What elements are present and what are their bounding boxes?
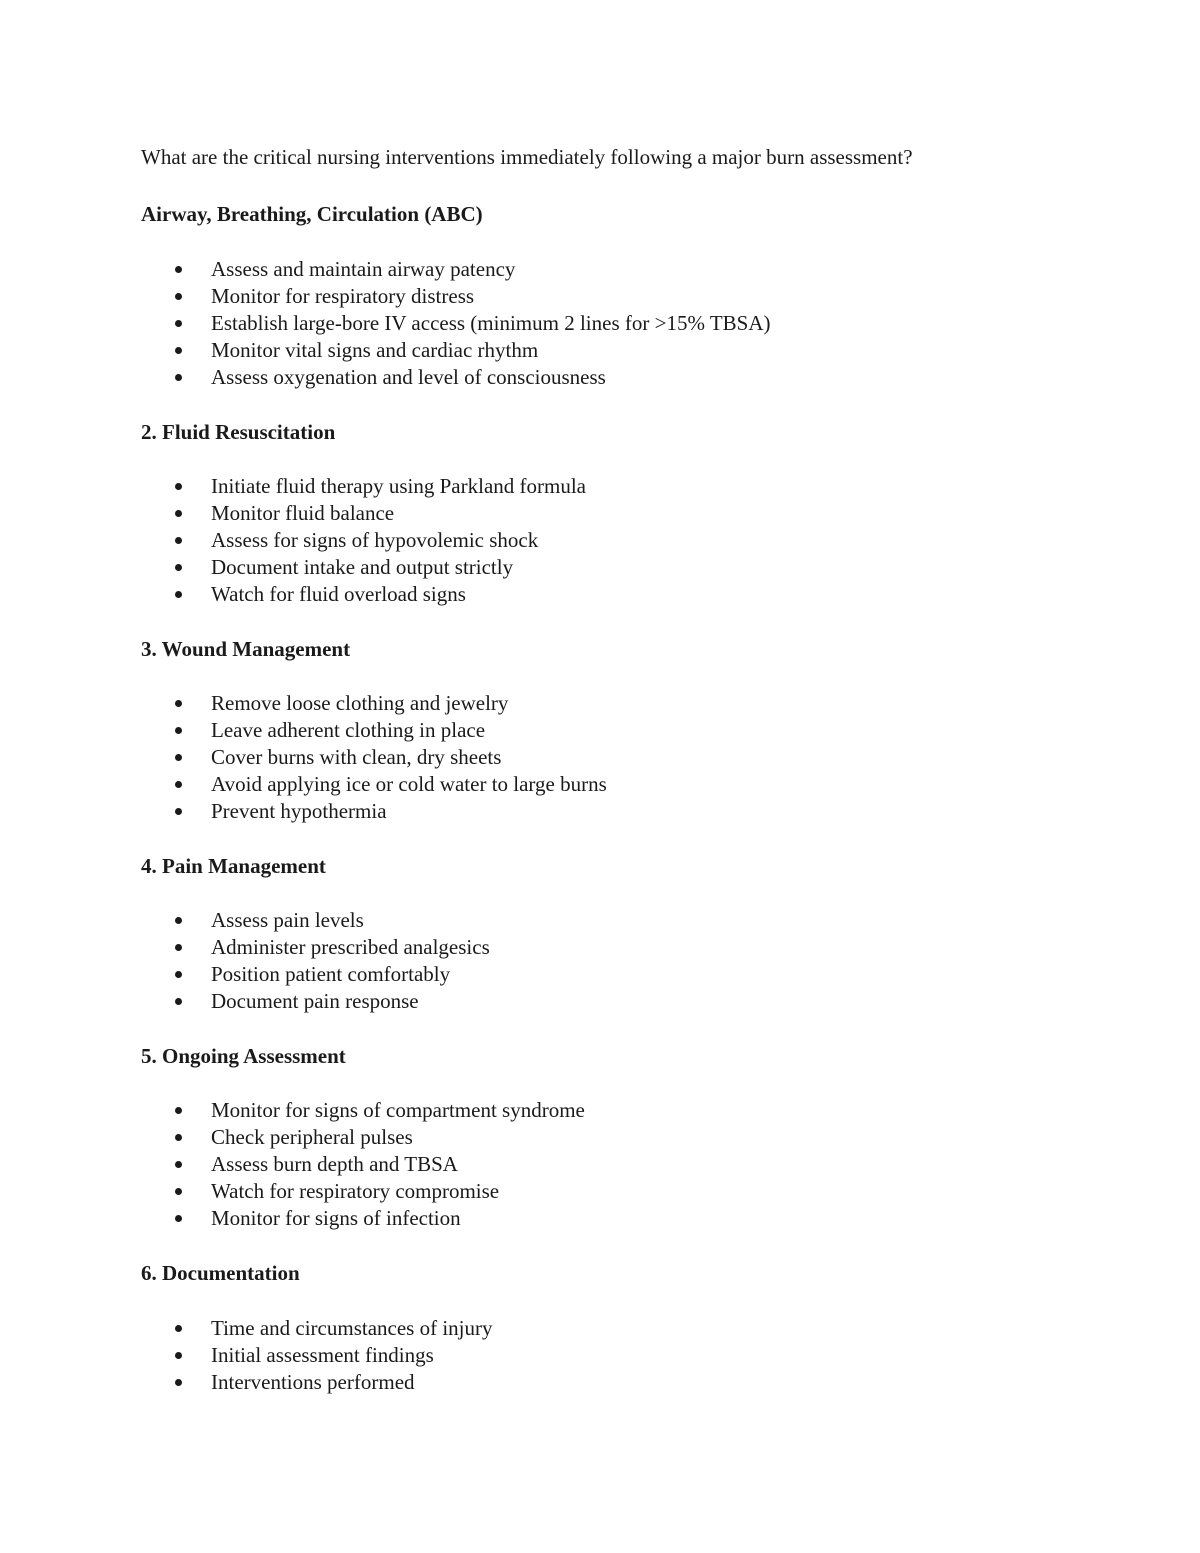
bullet-icon	[175, 293, 182, 300]
bullet-icon	[175, 1161, 182, 1168]
bullet-icon	[175, 1188, 182, 1195]
bullet-icon	[175, 944, 182, 951]
section-heading-abc: Airway, Breathing, Circulation (ABC)	[141, 202, 483, 226]
bullet-icon	[175, 808, 182, 815]
bullet-icon	[175, 347, 182, 354]
bullet-icon	[175, 483, 182, 490]
bullet-icon	[175, 781, 182, 788]
bullet-icon	[175, 754, 182, 761]
bullet-icon	[175, 700, 182, 707]
bullet-icon	[175, 591, 182, 598]
section-heading-ongoing-assessment: 5. Ongoing Assessment	[141, 1044, 346, 1068]
bullet-icon	[175, 1352, 182, 1359]
bullet-icon	[175, 1215, 182, 1222]
bullet-icon	[175, 320, 182, 327]
section-heading-documentation: 6. Documentation	[141, 1261, 300, 1285]
bullet-icon	[175, 1379, 182, 1386]
section-heading-fluid-resuscitation: 2. Fluid Resuscitation	[141, 420, 336, 444]
bullet-icon	[175, 727, 182, 734]
bullet-icon	[175, 917, 182, 924]
bullet-icon	[175, 971, 182, 978]
bullet-icon	[175, 1134, 182, 1141]
bullet-icon	[175, 564, 182, 571]
question-text: What are the critical nursing interventions immediately following a major burn assessment?	[141, 145, 913, 169]
bullet-icon	[175, 1325, 182, 1332]
section-heading-wound-management: 3. Wound Management	[141, 637, 351, 661]
bullet-icon	[175, 1107, 182, 1114]
bullet-icon	[175, 537, 182, 544]
bullet-icon	[175, 510, 182, 517]
bullet-icon	[175, 374, 182, 381]
document-page: What are the critical nursing interventions immediately following a major burn assessment? Airway, Breathing, Circulation (ABC) Assess and maintain airway patency Monitor for respiratory distress Establish large-bore IV access (minimum 2 lines for >15% TBSA) Monitor vital signs and cardiac rhythm Assess oxygenation and level of consciousness 2. Fluid Resuscitation Initiate fluid therapy using Parkland formula Monitor fluid balance Assess for signs of hypovolemic shock Document intake and output strictly Watch for fluid overload signs 3. Wound Management Remove loose clothing and jewelry Leave adherent clothing in place Cover burns with clean, dry sheets Avoid applying ice or cold water to large burns Prevent hypothermia 4. Pain Management Assess pain levels Administer prescribed analgesics Position patient comfortably Document pain response 5. Ongoing Assessment Monitor for signs of compartment syndrome Check peripheral pulses Assess burn depth and TBSA Watch for respiratory compromise Monitor for signs of infection 6. Documentation Time and circumstances of injury Initial assessment findings Interventions performed	[0, 0, 1200, 1553]
section-heading-pain-management: 4. Pain Management	[141, 854, 326, 878]
bullet-icon	[175, 266, 182, 273]
bullet-icon	[175, 998, 182, 1005]
